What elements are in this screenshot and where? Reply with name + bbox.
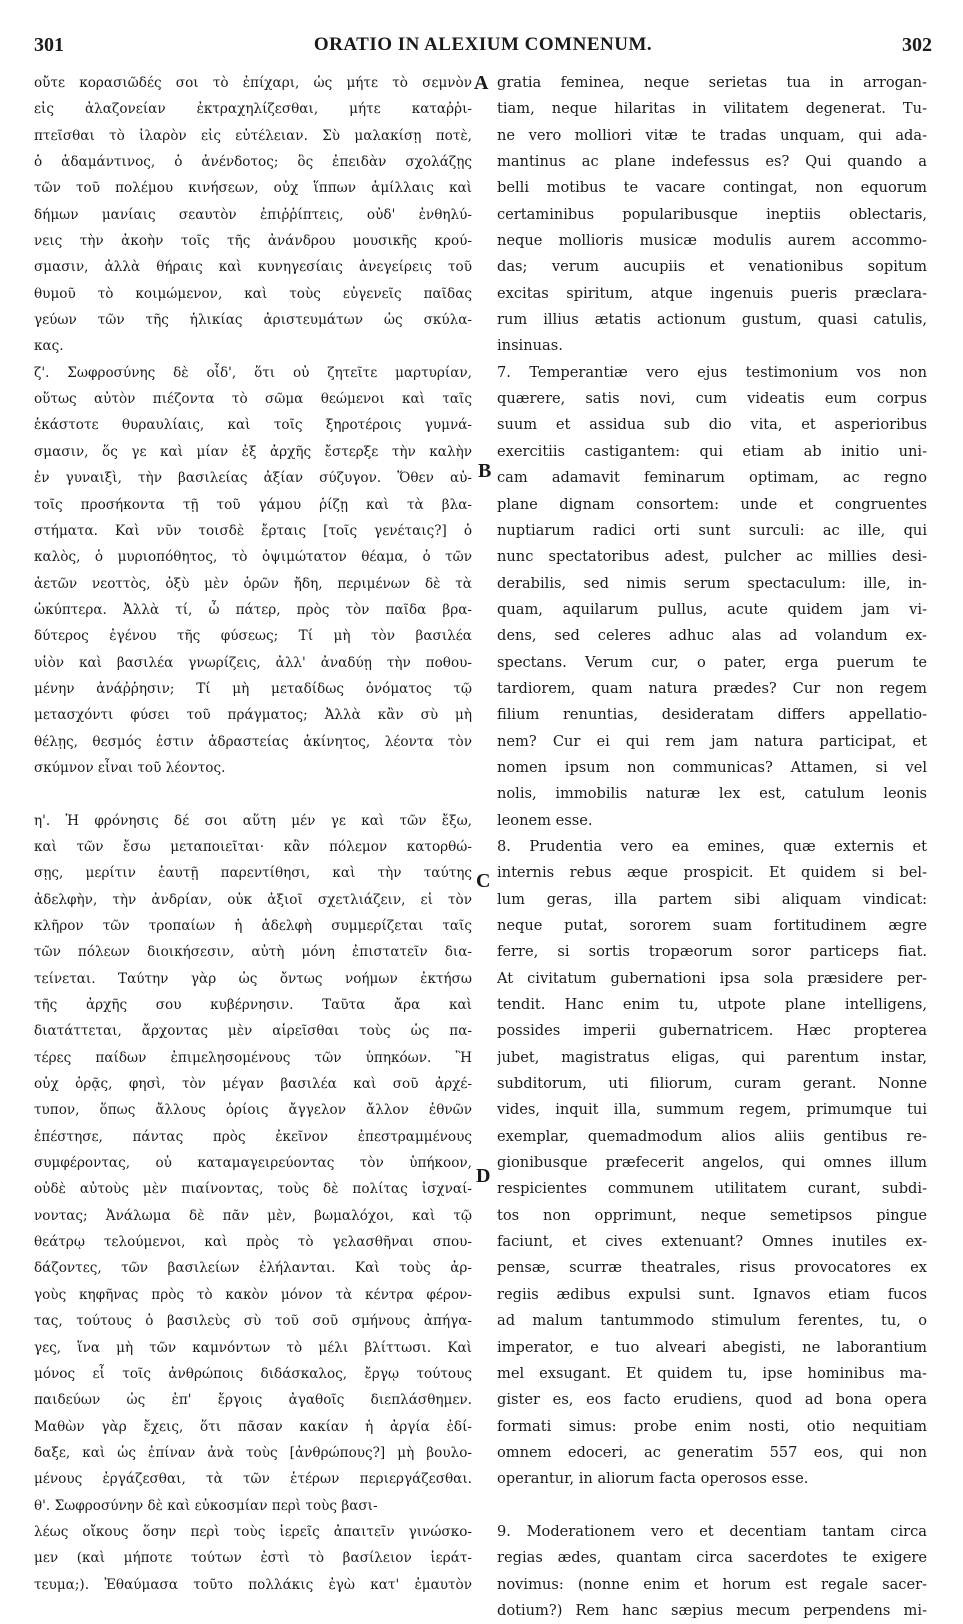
latin-text-line: tardiorem, quam natura prædes? Cur non regem (497, 679, 927, 697)
greek-text-line: συμφέροντας, οὐ καταμαγειρεύοντας τὸν ὑπήκοον, (34, 1155, 472, 1172)
greek-text-line: οὐδὲ αὐτοὺς μὲν πιαίνοντας, τοὺς δὲ πολίτας ἰσχναί- (34, 1181, 472, 1198)
latin-text-line: cam adamavit feminarum optimam, ac regno (497, 469, 927, 487)
running-header (34, 34, 932, 62)
greek-text-line: θεάτρῳ τελούμενοι, καὶ πρὸς τὸ γελασθῆναι σπου- (34, 1234, 472, 1251)
greek-text-line: ἀετῶν νεοττὸς, ὀξὺ μὲν ὁρῶν ἤδη, περιμένων δὲ τὰ (34, 575, 472, 592)
greek-text-line: τυπον, ὅπως ἄλλους ὁρίοις ἄγγελον ἄλλον ἐθνῶν (34, 1102, 472, 1119)
greek-text-line: στήματα. Καὶ νῦν τοισδὲ ἔρταις [τοῖς γενέταις?] ὁ (34, 522, 472, 539)
latin-text-line: rum illius ætatis actionum gustum, quasi catulis, (497, 311, 927, 329)
greek-text-line: σμασιν, ἀλλὰ θήραις καὶ κυνηγεσίαις ἀνεγείρεις τοῦ (34, 259, 472, 276)
greek-text-line: νεις τὴν ἀκοὴν τοῖς τῆς ἀνάνδρου μουσικῆς κρού- (34, 233, 472, 250)
greek-text-line: οὐχ ὁρᾷς, φησὶ, τὸν μέγαν βασιλέα καὶ σοῦ ἀρχέ- (34, 1076, 472, 1093)
greek-text-line: σῃς, μερίτιν ἑαυτῇ παρεντίθησι, καὶ τὴν ταύτης (34, 865, 472, 882)
latin-text-line: certaminibus popularibusque ineptiis oblectaris, (497, 205, 927, 223)
greek-text-line: η'. Ἡ φρόνησις δέ σοι αὕτη μέν γε καὶ τῶν ἔξω, (34, 812, 472, 829)
latin-text-line: ne vero molliori vitæ te tradas unquam, qui ada- (497, 126, 927, 144)
latin-text-line: exercitiis castigantem: qui etiam ab initio uni- (497, 442, 927, 460)
greek-text-line: κλῆρον τῶν τροπαίων ἡ ἀδελφὴ συμμερίζεται ταῖς (34, 918, 472, 934)
greek-text-line: γεύων τῶν τῆς ἡλικίας ἀριστευμάτων ὡς σκύλα- (34, 312, 472, 329)
greek-text-line: θ'. Σωφροσύνην δὲ καὶ εὐκοσμίαν περὶ τοὺς βασι- (34, 1497, 378, 1514)
latin-text-line: leonem esse. (497, 811, 593, 829)
latin-text-line: mel exsugant. Et quidem tu, ipse hominibus ma- (497, 1364, 927, 1382)
latin-text-line: imperator, e tuo alveari abegisti, ne laborantium (497, 1338, 927, 1356)
latin-text-line: mantinus ac plane indefessus es? Qui quando a (497, 153, 927, 171)
latin-text-line: nolis, immobilis naturæ lex est, catulum leonis (497, 785, 927, 803)
greek-text-line: γες, ἵνα μὴ τῶν καμνόντων τὸ μέλι βλίττωσι. Καὶ (34, 1339, 472, 1356)
latin-text-line: 8. Prudentia vero ea emines, quæ externis et (497, 837, 927, 855)
latin-text-line: nuptiarum radici orti sunt surculi: ac ille, qui (497, 521, 927, 539)
latin-text-line: tiam, neque hilaritas in vilitatem degenerat. Tu- (497, 100, 927, 118)
latin-text-line: insinuas. (497, 337, 563, 355)
page-number-left: 301 (34, 34, 64, 56)
latin-text-line: possides imperii gubernatricem. Hæc propterea (497, 1022, 927, 1040)
latin-text-line: ad malum tantummodo stimulum ferentes, tu, o (497, 1312, 927, 1330)
latin-text-line: neque mollioris musicæ modulis aurem accommo- (497, 232, 927, 250)
greek-text-line: κας. (34, 338, 64, 355)
section-marker-b: B (478, 460, 492, 482)
running-title: ORATIO IN ALEXIUM COMNENUM. (313, 34, 653, 55)
latin-text-line: gionibusque præfecerit angelos, qui omnes illum (497, 1154, 927, 1172)
greek-text-line: εἰς ἀλαζονείαν ἐκτραχηλίζεσθαι, μήτε καταῤῥι- (34, 101, 472, 118)
greek-text-line: ἐπέστησε, πάντας πρὸς ἐκεῖνον ἐπεστραμμένους (34, 1128, 472, 1145)
greek-text-line: μετασχόντι φύσει τοῦ πράγματος; Ἀλλὰ κἂν σὺ μὴ (34, 707, 472, 724)
greek-text-line: ὁ ἀδαμάντινος, ὁ ἀνένδοτος; ὃς ἐπειδὰν σχολάζῃς (34, 154, 472, 171)
greek-text-line: μόνος εἶ τοῖς ἀνθρώποις διδάσκαλος, ἔργῳ τούτους (34, 1365, 472, 1382)
greek-text-line: μένην ἀνάῤῥησιν; Τί μὴ μεταδίδως ὀνόματος τῷ (34, 680, 472, 697)
greek-text-line: θυμοῦ τὸ κοιμώμενον, καὶ τοὺς εὐγενεῖς παῖδας (34, 285, 472, 302)
section-marker-c: C (476, 870, 491, 892)
greek-text-line: σκύμνον εἶναι τοῦ λέοντος. (34, 759, 226, 776)
latin-text-line (497, 1493, 927, 1519)
greek-text-line: δήμων μανίαις σεαυτὸν ἐπιῤῥίπτεις, οὐδ' ἐνθηλύ- (34, 206, 472, 223)
greek-text-line: θέλῃς, θεσμός ἐστιν ἀδραστείας ἀκίνητος, λέοντα τὸν (34, 733, 472, 750)
latin-text-line: lum geras, illa partem sibi aliquam vindicat: (497, 890, 927, 908)
latin-text-line: novimus: (nonne enim et horum est regale sacer- (497, 1575, 927, 1593)
greek-text-line: παιδεύων ὡς ἐπ' ἔργοις ἀγαθοῖς διεπλάσθημεν. (34, 1392, 472, 1409)
greek-text-line: τῶν τοῦ πολέμου κινήσεων, οὐχ ἵππων ἁμίλλαις καὶ (34, 180, 472, 197)
latin-text-line: internis rebus æque prospicit. Et quidem si bel- (497, 864, 927, 882)
greek-text-column (34, 70, 472, 1598)
latin-text-line: vides, inquit illa, summum regem, primumque tui (497, 1101, 927, 1119)
latin-text-line: nomen ipsum non communicas? Attamen, si vel (497, 758, 927, 776)
latin-text-line: nunc spectatoribus adest, pulcher ac millies desi- (497, 548, 927, 566)
greek-text-line: ἀδελφὴν, τὴν ἀνδρίαν, οὐκ ἀξιοῖ σχετλιάζειν, εἰ τὸν (34, 891, 472, 908)
latin-text-line: formati simus: probe enim nosti, otio nequitiam (497, 1417, 927, 1435)
greek-text-line: καλὸς, ὁ μυριοπόθητος, τὸ ὀψιμώτατον θέαμα, ὁ τῶν (34, 549, 472, 566)
greek-text-line: λέως οἴκους ὅσην περὶ τοὺς ἱερεῖς ἀπαιτεῖν γινώσκο- (34, 1523, 472, 1540)
latin-text-line: At civitatum gubernationi ipsa sola præsidere per- (497, 969, 927, 987)
greek-text-line: δύτερος ἐγένου τῆς φύσεως; Τί μὴ τὸν βασιλέα (34, 628, 472, 645)
latin-text-line: dens, sed celeres adhuc alas ad volandum ex- (497, 627, 927, 645)
latin-text-line: belli motibus te vacare contingat, non equorum (497, 179, 927, 197)
latin-text-line: quam, aquilarum pullus, acute quidem jam vi- (497, 600, 927, 618)
latin-text-line: exemplar, quemadmodum alios aliis gentibus re- (497, 1127, 927, 1145)
latin-text-line: filium renuntias, desideratam differs appellatio- (497, 706, 927, 724)
greek-text-line: τευμα;). Ἐθαύμασα τοῦτο πολλάκις ἐγὼ κατ' ἐμαυτὸν (34, 1576, 472, 1593)
greek-text-line: τείνεται. Ταύτην γὰρ ὡς ὄντως νοήμων ἐκτήσω (34, 970, 472, 987)
greek-text-line: μεν (καὶ μήποτε τούτων ἐστὶ τὸ βασίλειον ἱεράτ- (34, 1550, 472, 1567)
latin-text-line: subditorum, uti filiorum, curam gerant. Nonne (497, 1075, 927, 1093)
greek-text-line: οὔτε κορασιῶδές σοι τὸ ἐπίχαρι, ὡς μήτε τὸ σεμνὸν (34, 75, 472, 91)
latin-text-line: dotium?) Rem hanc sæpius mecum perpendens mi- (497, 1601, 927, 1619)
greek-text-line: καὶ τῶν ἔσω μεταποιεῖται· κἂν πόλεμον κατορθώ- (34, 838, 472, 855)
greek-text-line: διατάττεται, ἄρχοντας μὲν αἱρεῖσθαι τοὺς ὡς πα- (34, 1023, 472, 1040)
greek-text-line: ζ'. Σωφροσύνης δὲ οἶδ', ὅτι οὐ ζητεῖτε μαρτυρίαν, (34, 364, 472, 381)
greek-text-line: δάζοντες, τῶν βασιλείων ἐλήλανται. Καὶ τοὺς ἀρ- (34, 1260, 472, 1277)
latin-text-line: ferre, si sortis tropæorum soror particeps fiat. (497, 943, 927, 961)
latin-text-line: gratia feminea, neque serietas tua in arrogan- (497, 74, 927, 91)
latin-text-line: faciunt, et cives extenuant? Omnes inutiles ex- (497, 1233, 927, 1251)
greek-text-line: τοῖς προσήκοντα τῇ τοῦ γάμου ῥίζῃ καὶ τὰ βλα- (34, 496, 472, 513)
greek-text-line: σμασιν, ὅς γε καὶ μίαν ἐξ ἀρχῆς ἔστερξε τὴν καλὴν (34, 443, 472, 460)
latin-text-line: nem? Cur ei qui rem jam natura participat, et (497, 732, 927, 750)
greek-text-line: ὠκύπτερα. Ἀλλὰ τί, ὦ πάτερ, πρὸς τὸν παῖδα βρα- (34, 601, 472, 618)
latin-text-line: derabilis, sed nimis serum spectaculum: ille, in- (497, 574, 927, 592)
section-marker-a: A (474, 72, 489, 94)
page-number-right: 302 (902, 34, 932, 56)
greek-text-line: τας, τούτους ὁ βασιλεὺς σὺ τοῦ σοῦ σμήνους ἀπήγα- (34, 1313, 472, 1330)
latin-text-line: regias ædes, quantam circa sacerdotes te exigere (497, 1549, 927, 1567)
latin-text-line: neque putat, sororem suam fortitudinem ægre (497, 917, 927, 934)
latin-text-line: suum et assidua sub dio vita, et asperioribus (497, 416, 927, 434)
greek-text-line: τῶν πόλεων διοικήσεσιν, αὐτὴ μόνη ἐπιστατεῖν δια- (34, 944, 472, 961)
greek-text-line: ἐν γυναιξὶ, τὴν βασιλείας ἀξίαν σύζυγον. Ὅθεν αὐ- (34, 470, 472, 487)
latin-text-line: gister es, eos facto erudiens, quod ad bona opera (497, 1391, 927, 1409)
latin-text-line: quærere, satis novi, cum videatis eum corpus (497, 390, 927, 408)
greek-text-line: μένους ἐργάζεσθαι, τὰ τῶν ἑτέρων περιεργάζεσθαι. (34, 1471, 472, 1488)
greek-text-line: γοὺς κηφῆνας πρὸς τὸ κακὸν μόνον τὰ κέντρα φέρον- (34, 1286, 472, 1303)
latin-text-line: operantur, in aliorum facta operosos esse. (497, 1470, 809, 1488)
latin-text-line: tendit. Hanc enim tu, utpote plane intelligens, (497, 996, 927, 1014)
latin-text-line: 7. Temperantiæ vero ejus testimonium vos non (497, 363, 927, 381)
greek-text-line: τῆς ἀρχῆς σου κυβέρνησιν. Ταῦτα ἄρα καὶ (34, 997, 472, 1014)
greek-text-line: ἑκάστοτε θυραυλίαις, καὶ τοῖς ξηροτέροις γυμνά- (34, 417, 472, 434)
latin-text-line: das; verum aucupiis et venationibus sopitum (497, 258, 927, 276)
greek-text-line: πτεῖσθαι τὸ ἱλαρὸν εἰς εὐτέλειαν. Σὺ μαλακίσῃ ποτὲ, (34, 127, 472, 144)
greek-text-line: δαξε, καὶ ὡς ἐπίναν ἀνὰ τοὺς [ἀνθρώπους?] μὴ βουλο- (34, 1444, 472, 1461)
latin-text-line: plane dignam consortem: unde et congruentes (497, 495, 927, 513)
greek-text-line: Μαθὼν γὰρ ἔχεις, ὅτι πᾶσαν κακίαν ἡ ἀργία ἐδί- (34, 1418, 472, 1435)
latin-text-line: regiis ædibus expulsi sunt. Ignavos etiam fucos (497, 1285, 927, 1303)
latin-text-column (497, 70, 927, 1624)
greek-text-line (34, 781, 472, 807)
latin-text-line: pensæ, scurræ theatrales, risus provocatores ex (497, 1259, 927, 1277)
latin-text-line: spectans. Verum cur, o pater, erga puerum te (497, 653, 927, 671)
latin-text-line: excitas spiritum, atque ingenuis pueris præclara- (497, 284, 927, 302)
latin-text-line: jubet, magistratus eligas, qui parentum instar, (497, 1048, 927, 1066)
greek-text-line: νοντας; Ἀνάλωμα δὲ πᾶν μὲν, βωμαλόχοι, καὶ τῷ (34, 1207, 472, 1224)
latin-text-line: respicientes communem utilitatem curant, subdi- (497, 1180, 927, 1198)
latin-text-line: tos non opprimunt, neque semetipsos pingue (497, 1206, 927, 1224)
latin-text-line: omnem edoceri, ac generatim 557 eos, qui non (497, 1443, 927, 1461)
greek-text-line: υἱὸν καὶ βασιλέα γνωρίζεις, ἀλλ' ἀναδύῃ τὴν ποθου- (34, 654, 472, 671)
greek-text-line: τέρες παίδων ἐπιμελησομένους τῶν ὑπηκόων. Ἢ (34, 1049, 472, 1066)
section-marker-d: D (476, 1165, 491, 1187)
latin-text-line: 9. Moderationem vero et decentiam tantam circa (497, 1522, 927, 1540)
greek-text-line: οὕτως αὐτὸν πιέζοντα τὸ σῶμα θεώμενοι καὶ ταῖς (34, 391, 472, 408)
